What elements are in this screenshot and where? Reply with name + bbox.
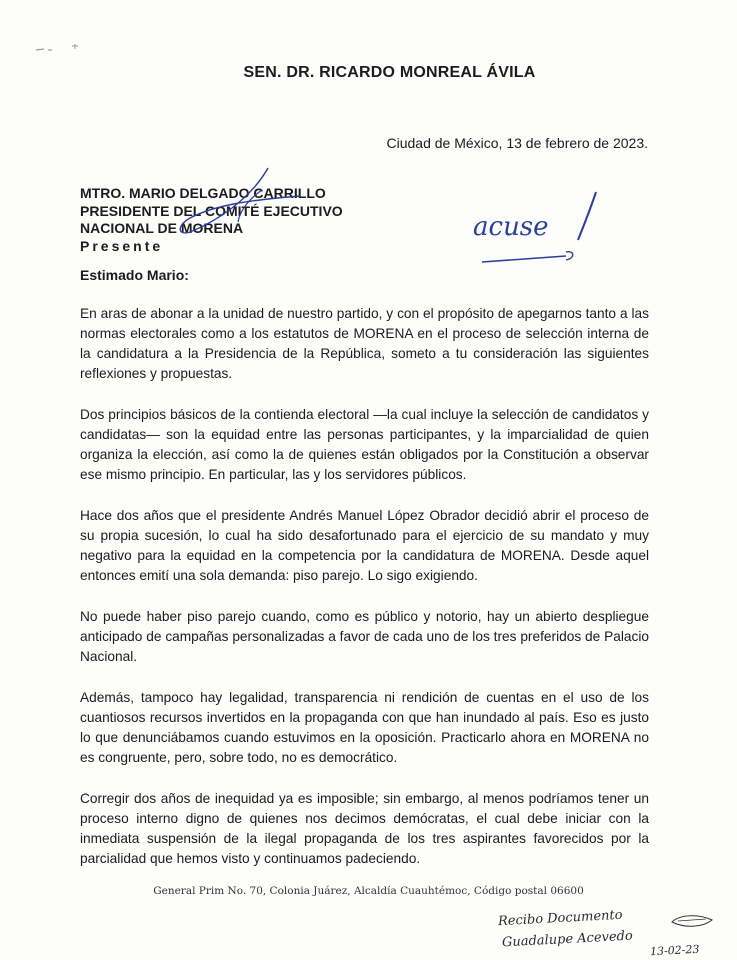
recipient-organization: NACIONAL DE MORENA [80,220,244,236]
paragraph: Hace dos años que el presidente Andrés Manuel López Obrador decidió abrir el proceso de su propia sucesión, lo cual ha sido desafortunado para el ejercicio de su mandato y muy negativo para la equidad en la competencia por la candidatura de MORENA. Desde aquel entonces emití una sola demanda: piso parejo. Lo sigo exigiendo. [80,508,649,583]
recipient-name: MTRO. MARIO DELGADO CARRILLO [80,185,326,201]
recipient-presente: Presente [80,237,164,254]
paragraph: No puede haber piso parejo cuando, como es público y notorio, hay un abierto despliegue anticipado de campañas personalizadas a favor de cada uno de los tres preferidos de Palacio Nacional. [80,609,649,664]
recipient-title: PRESIDENTE DEL COMITÉ EJECUTIVO [80,202,343,219]
paragraph: Corregir dos años de inequidad ya es imposible; sin embargo, al menos podríamos tener un proceso interno digno de quienes nos decimos demócratas, el cual debe iniciar con la inmediata suspensión de la ilegal propaganda de los tres aspirantes favorecidos por la parcialidad que hemos visto y continuamos padeciendo. [80,791,649,866]
receipt-note-line2: Guadalupe Acevedo [501,928,634,951]
letterhead-name: SEN. DR. RICARDO MONREAL ÁVILA [243,64,536,81]
receipt-note-date: 13-02-23 [649,942,700,959]
letter-body [80,304,649,890]
paragraph: Dos principios básicos de la contienda electoral —la cual incluye la selección de candidatos y candidatas— son la equidad entre las personas participantes, y la imparcialidad de quien organiza la elección, así como la de quienes están obligados por la Constitución a observar ese mismo principio. En particular, las y los servidores públicos. [80,407,649,482]
footer-address: General Prim No. 70, Colonia Juárez, Alcaldía Cuauhtémoc, Código postal 06600 [153,885,584,897]
recipient-block [80,185,343,255]
paragraph: Además, tampoco hay legalidad, transparencia ni rendición de cuentas en el uso de los cuantiosos recursos invertidos en la propaganda con que han inundado al país. Eso es justo lo que denunciábamos cuando estuvimos en la oposición. Practicarlo ahora en MORENA no es congruente, pero, sobre todo, no es democrático. [80,690,649,765]
receipt-note-line1: Recibo Documento [497,907,623,930]
paragraph: En aras de abonar a la unidad de nuestro partido, y con el propósito de apegarnos tanto a las normas electorales como a los estatutos de MORENA en el proceso de selección interna de la candidatura a la Presidencia de la República, someto a tu consideración las siguientes reflexiones y propuestas. [80,306,649,381]
letter-date: Ciudad de México, 13 de febrero de 2023. [386,135,648,151]
salutation: Estimado Mario: [80,267,189,283]
received-stamp-text: acuse [473,212,549,242]
